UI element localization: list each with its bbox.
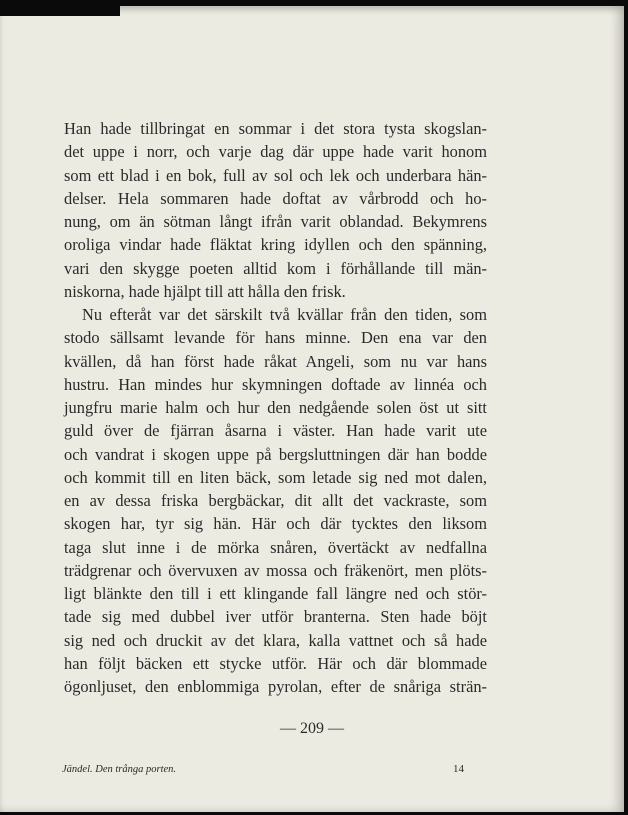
text-line: taga slut inne i de mörka snåren, övertäckt av nedfallna — [64, 537, 487, 557]
text-line: niskorna, hade hjälpt till att hålla den frisk. — [64, 281, 346, 301]
text-line: Han hade tillbringat en sommar i det stora tysta skogslan- — [64, 119, 487, 138]
footer-sheet-number: 14 — [453, 763, 464, 775]
text-line: vari den skygge poeten alltid kom i förhållande till män- — [64, 258, 487, 278]
text-line: delser. Hela sommaren hade doftat av vårbrodd och ho- — [64, 188, 487, 208]
text-line: ligt blänkte den till i ett klingande fall längre ned och stör- — [64, 584, 487, 603]
text-line: ögonljuset, den enblommiga pyrolan, efter de snåriga strän- — [64, 677, 487, 696]
text-line: kvällen, då han först hade råkat Angeli, som nu var hans — [64, 351, 487, 371]
text-line: nung, om än sötman långt ifrån varit oblandad. Bekymrens — [64, 212, 487, 231]
text-line: sig ned och druckit av det klara, kalla vattnet och så hade — [64, 630, 487, 650]
text-line: och vandrat i skogen uppe på bergsluttningen där han bodde — [64, 444, 487, 464]
text-line: han följt bäcken ett stycke utför. Här och där blommade — [64, 653, 487, 673]
text-line: hustru. Han mindes hur skymningen doftade av linnéa och — [64, 374, 487, 394]
text-line: som ett blad i en bok, full av sol och lek och underbara hän- — [64, 165, 487, 185]
text-line: oroliga vindar hade fläktat kring idyllen och den spänning, — [64, 235, 487, 255]
text-line: jungfru marie halm och hur den nedgående solen öst ut sitt — [64, 398, 487, 417]
text-line: stodo sällsamt levande för hans minne. Den ena var den — [64, 328, 487, 348]
text-line: trädgrenar och övervuxen av mossa och fräkenört, men plöts- — [64, 560, 487, 580]
page-number: — 209 — — [280, 720, 344, 737]
body-text — [64, 117, 487, 698]
text-line: guld över de fjärran åsarna i väster. Han hade varit ute — [64, 421, 487, 441]
text-line: och kommit till en liten bäck, som letade sig ned mot dalen, — [64, 467, 487, 487]
text-line: det uppe i norr, och varje dag där uppe hade varit honom — [64, 142, 487, 162]
footer-signature: Jändel. Den trånga porten. — [62, 764, 177, 775]
text-line: en av dessa friska bergbäckar, dit allt det vackraste, som — [64, 491, 487, 510]
text-line: tade sig med dubbel iver utför branterna. Sten hade böjt — [64, 607, 487, 627]
text-line: skogen har, tyr sig hän. Här och där tycktes den liksom — [64, 514, 487, 534]
book-page — [0, 6, 624, 812]
text-line: Nu efteråt var det särskilt två kvällar från den tiden, som — [82, 305, 487, 324]
